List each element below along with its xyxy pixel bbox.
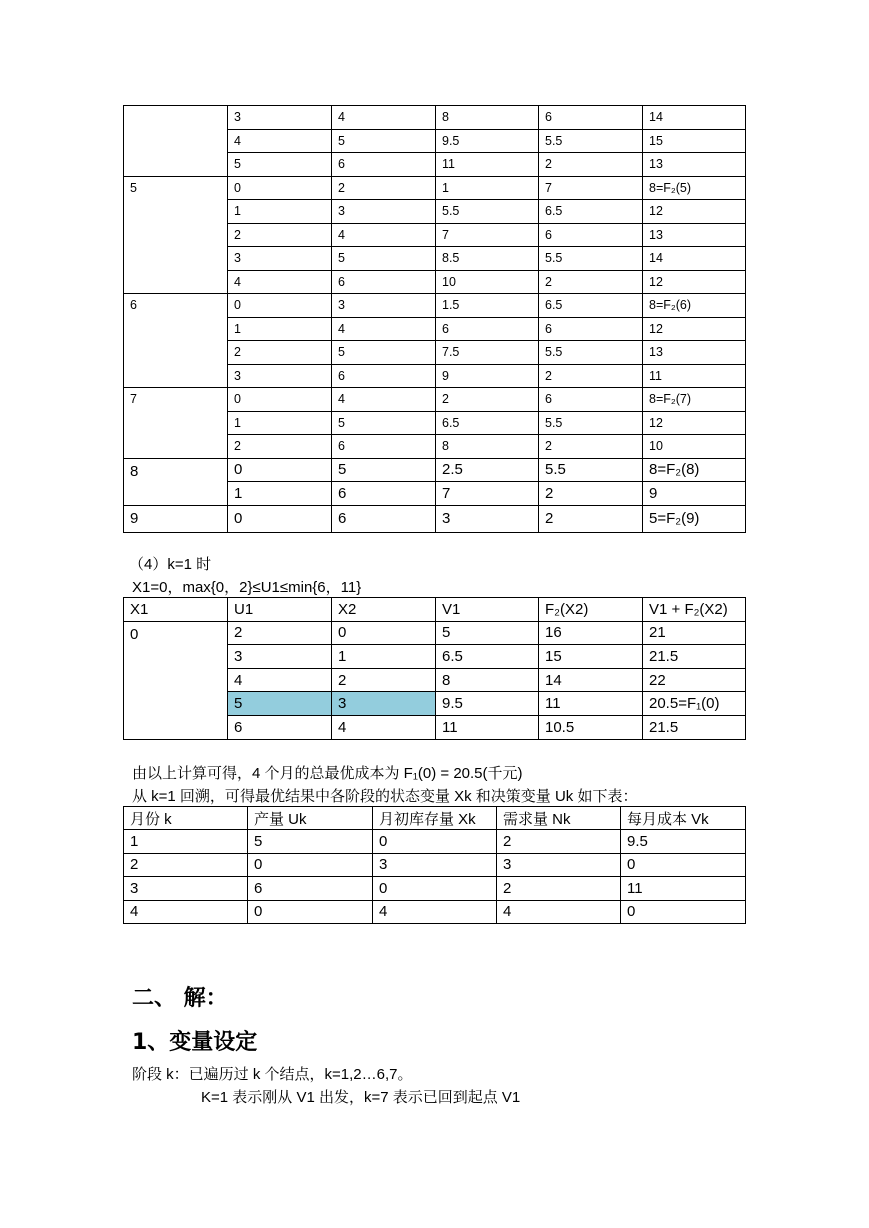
table-cell: 14 [539,668,643,692]
table-cell: 8=F₂(8) [643,458,746,482]
table-cell: 0 [332,621,436,645]
table-cell: 7 [539,176,643,200]
table-cell: 1 [228,200,332,224]
table-cell: 21.5 [643,715,746,739]
summary-line-1: 由以上计算可得，4 个月的总最优成本为 F₁(0) = 20.5(千元) [132,765,523,782]
table-cell: 6 [248,877,373,900]
table-cell: 8 [436,435,539,459]
summary-line-2: 从 k=1 回溯，可得最优结果中各阶段的状态变量 Xk 和决策变量 Uk 如下表： [132,788,638,805]
table-cell: 11 [643,364,746,388]
table-cell: 6 [539,317,643,341]
table-cell: 12 [643,317,746,341]
table-cell: 0 [621,900,746,923]
table-cell: 1 [124,830,248,853]
table-cell: 2 [228,341,332,365]
table-cell: 5.5 [539,341,643,365]
table-cell: 6.5 [436,411,539,435]
table-cell: 4 [332,106,436,130]
table-cell: 1 [228,317,332,341]
highlighted-cell: 5 [228,692,332,716]
table-cell: 4 [228,668,332,692]
table-cell: 4 [332,223,436,247]
table-cell: 7 [436,482,539,506]
table-cell: 6 [332,270,436,294]
table-cell: 5.5 [539,458,643,482]
table-row [124,877,746,900]
table-cell: 6 [539,106,643,130]
x1-cell: 0 [124,621,228,739]
table-cell: 2 [124,853,248,876]
table-cell: 6 [228,715,332,739]
table-cell: 11 [621,877,746,900]
table-header-row [124,807,746,830]
table-cell: 8.5 [436,247,539,271]
table-cell: 4 [332,715,436,739]
header-cell: X2 [332,598,436,622]
table-cell: 5 [332,129,436,153]
table-cell: 21 [643,621,746,645]
table-cell: 0 [228,176,332,200]
table-row [124,900,746,923]
table-cell: 13 [643,341,746,365]
table-cell: 2 [539,364,643,388]
header-cell: F₂(X2) [539,598,643,622]
table-cell: 1 [228,482,332,506]
table-cell: 7.5 [436,341,539,365]
table-cell: 1 [436,176,539,200]
table-cell: 7 [436,223,539,247]
table-cell: 4 [228,270,332,294]
table-cell: 6 [332,482,436,506]
stage-state-cell: 6 [124,294,228,388]
table-cell: 5 [332,411,436,435]
table-cell: 5 [332,458,436,482]
table-cell: 3 [373,853,497,876]
stage-table-k1 [123,597,746,740]
table-cell: 6 [539,388,643,412]
table-cell: 6 [332,364,436,388]
table-cell: 21.5 [643,645,746,669]
table-cell: 9.5 [436,129,539,153]
table-cell: 13 [643,223,746,247]
table-cell: 9.5 [436,692,539,716]
table-row [124,458,746,482]
header-cell: 需求量 Nk [497,807,621,830]
table-cell: 10 [436,270,539,294]
table-cell: 22 [643,668,746,692]
table-cell: 2 [539,153,643,177]
table-cell: 5.5 [539,129,643,153]
table-cell: 15 [539,645,643,669]
table-cell: 0 [373,830,497,853]
header-cell: 产量 Uk [248,807,373,830]
table-cell: 2 [436,388,539,412]
table-cell: 3 [228,247,332,271]
header-cell: X1 [124,598,228,622]
table-cell: 8=F₂(7) [643,388,746,412]
section-4-title: （4）k=1 时 [129,556,212,573]
table-row [124,294,746,318]
table-cell: 6 [332,435,436,459]
table-cell: 3 [332,200,436,224]
table-cell: 4 [124,900,248,923]
table-cell: 4 [332,317,436,341]
table-cell: 4 [373,900,497,923]
table-cell: 0 [621,853,746,876]
table-cell: 10.5 [539,715,643,739]
table-row [124,106,746,130]
table-cell: 3 [124,877,248,900]
table-cell: 0 [228,388,332,412]
table-cell: 5 [228,153,332,177]
result-table [123,806,746,924]
header-cell: U1 [228,598,332,622]
header-cell: 月初库存量 Xk [373,807,497,830]
stage-state-cell: 5 [124,176,228,294]
table-cell: 5=F₂(9) [643,505,746,533]
table-cell: 2 [332,668,436,692]
table-cell: 4 [228,129,332,153]
table-cell: 16 [539,621,643,645]
stage-definition-line-2: K=1 表示刚从 V1 出发，k=7 表示已回到起点 V1 [201,1089,521,1106]
table-cell: 1 [228,411,332,435]
table-cell: 5.5 [539,411,643,435]
table-cell: 15 [643,129,746,153]
header-cell: V1 [436,598,539,622]
table-cell: 8 [436,668,539,692]
table-cell: 2 [497,830,621,853]
table-cell: 3 [228,364,332,388]
table-cell: 0 [228,294,332,318]
table-cell: 8=F₂(5) [643,176,746,200]
stage-table-k2 [123,105,746,533]
table-cell: 11 [436,153,539,177]
table-cell: 5.5 [539,247,643,271]
table-cell: 2 [539,482,643,506]
header-cell: 每月成本 Vk [621,807,746,830]
table-cell: 1 [332,645,436,669]
table-row [124,621,746,645]
table-cell: 0 [228,505,332,533]
table-cell: 6 [436,317,539,341]
table-cell: 6.5 [539,200,643,224]
table-cell: 10 [643,435,746,459]
table-cell: 11 [436,715,539,739]
table-cell: 2 [228,223,332,247]
table-cell: 2 [228,621,332,645]
table-row [124,176,746,200]
table-row [124,505,746,533]
table-cell: 5.5 [436,200,539,224]
table-cell: 0 [228,458,332,482]
part-2-heading: 二、 解： [132,986,228,1011]
table-cell: 8 [436,106,539,130]
table-cell: 12 [643,411,746,435]
table-cell: 2 [228,435,332,459]
table-cell: 0 [248,853,373,876]
highlighted-cell: 3 [332,692,436,716]
table-cell: 6 [539,223,643,247]
table-cell: 11 [539,692,643,716]
table-cell: 12 [643,200,746,224]
table-header-row [124,598,746,622]
table-cell: 4 [497,900,621,923]
table-cell: 0 [248,900,373,923]
table-cell: 6 [332,505,436,533]
table-cell: 9 [643,482,746,506]
table-cell: 6.5 [436,645,539,669]
table-cell: 9 [436,364,539,388]
table-row [124,388,746,412]
table-row [124,853,746,876]
table-cell: 6.5 [539,294,643,318]
table-cell: 5 [332,247,436,271]
table-cell: 2.5 [436,458,539,482]
table-cell: 14 [643,106,746,130]
table-cell: 0 [373,877,497,900]
stage-definition-line-1: 阶段 k：已遍历过 k 个结点，k=1,2…6,7。 [132,1066,413,1083]
table-cell: 3 [228,645,332,669]
table-cell: 3 [497,853,621,876]
header-cell: 月份 k [124,807,248,830]
table-cell: 5 [248,830,373,853]
table-cell: 8=F₂(6) [643,294,746,318]
stage-state-cell: 7 [124,388,228,459]
table-cell: 12 [643,270,746,294]
table-row [124,830,746,853]
stage-state-cell: 8 [124,458,228,505]
table-cell: 1.5 [436,294,539,318]
subheading-variables: 1、变量设定 [132,1030,258,1055]
table-cell: 5 [436,621,539,645]
table-cell: 2 [332,176,436,200]
table-cell: 14 [643,247,746,271]
stage-state-cell [124,106,228,177]
table-cell: 6 [332,153,436,177]
table-cell: 2 [497,877,621,900]
table-cell: 3 [228,106,332,130]
stage-state-cell: 9 [124,505,228,533]
table-cell: 2 [539,270,643,294]
table-cell: 3 [436,505,539,533]
table-cell: 5 [332,341,436,365]
section-4-constraint: X1=0，max{0，2}≤U1≤min{6，11} [132,579,362,596]
table-cell: 2 [539,505,643,533]
table-cell: 2 [539,435,643,459]
table-cell: 4 [332,388,436,412]
table-cell: 9.5 [621,830,746,853]
table-cell: 20.5=F₁(0) [643,692,746,716]
table-cell: 3 [332,294,436,318]
table-cell: 13 [643,153,746,177]
header-cell: V1 + F₂(X2) [643,598,746,622]
